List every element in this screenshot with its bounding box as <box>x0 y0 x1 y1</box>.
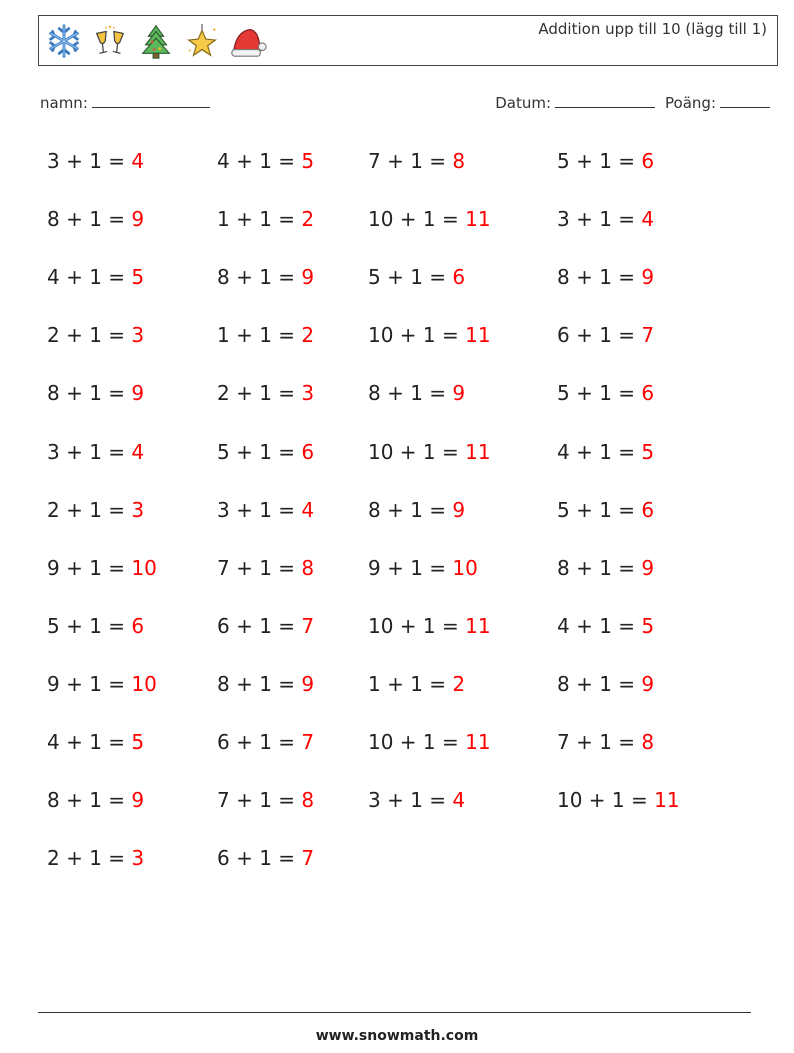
problem-question: 6 + 1 = <box>217 730 302 754</box>
date-label: Datum: <box>495 94 552 112</box>
problem-question: 1 + 1 = <box>217 207 302 232</box>
problem-answer: 9 <box>452 497 466 522</box>
problem-answer: 6 <box>641 497 655 522</box>
problem-answer: 5 <box>301 149 315 173</box>
problem-answer: 10 <box>131 671 157 696</box>
problem-question: 6 + 1 = <box>557 323 642 348</box>
problem-question: 3 + 1 = <box>557 207 642 232</box>
problem-item <box>47 313 144 357</box>
problem-item <box>557 313 654 357</box>
problem-item <box>47 662 157 706</box>
problem-item <box>217 546 314 590</box>
problem-question: 10 + 1 = <box>557 788 655 813</box>
problem-answer: 7 <box>301 613 315 638</box>
problem-answer: 8 <box>301 788 315 813</box>
problem-answer: 7 <box>301 730 315 754</box>
problem-item <box>368 197 491 241</box>
problem-item <box>368 255 465 299</box>
problem-item <box>47 720 144 764</box>
problem-item <box>368 430 491 474</box>
problem-item <box>557 720 654 764</box>
problem-answer: 3 <box>301 381 315 406</box>
problem-answer: 4 <box>131 439 145 464</box>
champagne-glasses-icon <box>91 22 129 60</box>
problem-question: 2 + 1 = <box>47 846 132 871</box>
problem-question: 3 + 1 = <box>47 149 132 173</box>
star-icon <box>183 22 221 60</box>
problem-answer: 3 <box>131 497 145 522</box>
problem-item <box>368 778 465 822</box>
problem-answer: 7 <box>641 323 655 348</box>
problem-item <box>217 430 314 474</box>
problem-answer: 5 <box>641 613 655 638</box>
problem-answer: 11 <box>465 613 491 638</box>
problem-item <box>557 604 654 648</box>
problem-item <box>368 662 465 706</box>
problem-question: 5 + 1 = <box>557 381 642 406</box>
footer-url[interactable]: www.snowmath.com <box>315 1028 479 1044</box>
problem-question: 8 + 1 = <box>368 497 453 522</box>
worksheet-header <box>38 15 778 66</box>
problem-answer: 9 <box>301 265 315 290</box>
problem-question: 8 + 1 = <box>557 555 642 580</box>
problem-item <box>557 139 654 183</box>
problem-answer: 2 <box>301 207 315 232</box>
problem-question: 10 + 1 = <box>368 613 466 638</box>
problem-answer: 11 <box>465 207 491 232</box>
problem-answer: 6 <box>452 265 466 290</box>
problem-answer: 3 <box>131 323 145 348</box>
problem-question: 5 + 1 = <box>557 497 642 522</box>
problem-item <box>557 255 654 299</box>
problem-question: 2 + 1 = <box>47 323 132 348</box>
score-label: Poäng: <box>665 94 716 112</box>
problem-item <box>557 546 654 590</box>
problem-item <box>217 662 314 706</box>
problem-question: 7 + 1 = <box>217 555 302 580</box>
problem-item <box>557 430 654 474</box>
problem-item <box>217 371 314 415</box>
name-field <box>40 93 210 112</box>
problem-item <box>47 255 144 299</box>
problem-question: 8 + 1 = <box>47 207 132 232</box>
problem-answer: 11 <box>465 730 491 754</box>
problem-question: 3 + 1 = <box>217 497 302 522</box>
problem-answer: 9 <box>131 207 145 232</box>
problem-question: 10 + 1 = <box>368 730 466 754</box>
problem-answer: 9 <box>301 671 315 696</box>
score-field <box>665 93 770 112</box>
problem-item <box>368 720 491 764</box>
problem-question: 8 + 1 = <box>47 788 132 813</box>
problem-item <box>557 662 654 706</box>
problem-answer: 5 <box>641 439 655 464</box>
problem-answer: 5 <box>131 730 145 754</box>
problem-answer: 11 <box>465 439 491 464</box>
problem-question: 8 + 1 = <box>557 671 642 696</box>
problem-item <box>47 371 144 415</box>
problem-item <box>217 255 314 299</box>
problem-answer: 9 <box>131 381 145 406</box>
problem-answer: 4 <box>301 497 315 522</box>
problem-question: 1 + 1 = <box>217 323 302 348</box>
problem-answer: 9 <box>452 381 466 406</box>
santa-hat-icon <box>229 22 267 60</box>
problem-item <box>557 488 654 532</box>
problem-question: 9 + 1 = <box>47 555 132 580</box>
problem-question: 8 + 1 = <box>217 265 302 290</box>
problem-item <box>47 430 144 474</box>
problem-question: 9 + 1 = <box>47 671 132 696</box>
problem-item <box>47 546 157 590</box>
problem-item <box>217 197 314 241</box>
problem-answer: 11 <box>654 788 680 813</box>
problem-answer: 7 <box>301 846 315 871</box>
problem-item <box>557 778 680 822</box>
problem-item <box>47 139 144 183</box>
date-score-fields <box>495 93 770 112</box>
problem-answer: 6 <box>301 439 315 464</box>
problem-item <box>557 197 654 241</box>
problem-item <box>47 604 144 648</box>
problem-item <box>217 313 314 357</box>
problem-answer: 6 <box>641 381 655 406</box>
problem-question: 4 + 1 = <box>47 265 132 290</box>
problem-question: 5 + 1 = <box>368 265 453 290</box>
problem-answer: 5 <box>131 265 145 290</box>
problem-question: 3 + 1 = <box>368 788 453 813</box>
problem-answer: 9 <box>641 265 655 290</box>
problem-question: 8 + 1 = <box>47 381 132 406</box>
problem-answer: 2 <box>301 323 315 348</box>
problem-answer: 8 <box>452 149 466 173</box>
problem-question: 6 + 1 = <box>217 846 302 871</box>
problem-question: 4 + 1 = <box>557 613 642 638</box>
problem-question: 7 + 1 = <box>368 149 453 173</box>
date-field <box>495 93 655 112</box>
problem-question: 2 + 1 = <box>47 497 132 522</box>
problem-answer: 10 <box>452 555 478 580</box>
problem-item <box>47 197 144 241</box>
problem-question: 7 + 1 = <box>217 788 302 813</box>
name-blank[interactable] <box>92 93 210 108</box>
problem-question: 5 + 1 = <box>557 149 642 173</box>
problem-answer: 6 <box>131 613 145 638</box>
problem-question: 8 + 1 = <box>368 381 453 406</box>
problem-question: 4 + 1 = <box>217 149 302 173</box>
problem-answer: 4 <box>131 149 145 173</box>
problem-question: 2 + 1 = <box>217 381 302 406</box>
problem-question: 4 + 1 = <box>557 439 642 464</box>
christmas-tree-icon <box>137 22 175 60</box>
problem-item <box>217 488 314 532</box>
problem-item <box>217 720 314 764</box>
problem-answer: 4 <box>452 788 466 813</box>
problem-question: 9 + 1 = <box>368 555 453 580</box>
problem-question: 3 + 1 = <box>47 439 132 464</box>
date-blank[interactable] <box>555 93 655 108</box>
problem-item <box>47 836 144 880</box>
problem-answer: 9 <box>641 555 655 580</box>
problem-item <box>217 778 314 822</box>
score-blank[interactable] <box>720 93 770 108</box>
problem-question: 1 + 1 = <box>368 671 453 696</box>
problem-item <box>217 836 314 880</box>
worksheet-title: Addition upp till 10 (lägg till 1) <box>538 20 767 38</box>
problem-item <box>557 371 654 415</box>
problem-item <box>368 604 491 648</box>
problem-question: 8 + 1 = <box>557 265 642 290</box>
problem-question: 10 + 1 = <box>368 207 466 232</box>
problem-answer: 8 <box>301 555 315 580</box>
problem-answer: 6 <box>641 149 655 173</box>
problem-question: 5 + 1 = <box>47 613 132 638</box>
problem-item <box>217 139 314 183</box>
header-icons <box>45 22 267 60</box>
problem-question: 4 + 1 = <box>47 730 132 754</box>
problem-answer: 9 <box>641 671 655 696</box>
footer-divider <box>38 1012 751 1013</box>
problem-answer: 10 <box>131 555 157 580</box>
problem-answer: 4 <box>641 207 655 232</box>
problem-question: 8 + 1 = <box>217 671 302 696</box>
problem-question: 10 + 1 = <box>368 323 466 348</box>
problem-answer: 11 <box>465 323 491 348</box>
problem-item <box>368 371 465 415</box>
problem-question: 10 + 1 = <box>368 439 466 464</box>
problem-item <box>368 546 478 590</box>
problem-answer: 3 <box>131 846 145 871</box>
problem-item <box>368 488 465 532</box>
problem-item <box>217 604 314 648</box>
problem-answer: 9 <box>131 788 145 813</box>
name-label: namn: <box>40 94 88 112</box>
problem-answer: 8 <box>641 730 655 754</box>
problem-item <box>47 488 144 532</box>
problem-item <box>47 778 144 822</box>
problem-question: 7 + 1 = <box>557 730 642 754</box>
snowflake-icon <box>45 22 83 60</box>
problem-item <box>368 313 491 357</box>
problem-answer: 2 <box>452 671 466 696</box>
problem-question: 6 + 1 = <box>217 613 302 638</box>
problem-item <box>368 139 465 183</box>
problem-question: 5 + 1 = <box>217 439 302 464</box>
